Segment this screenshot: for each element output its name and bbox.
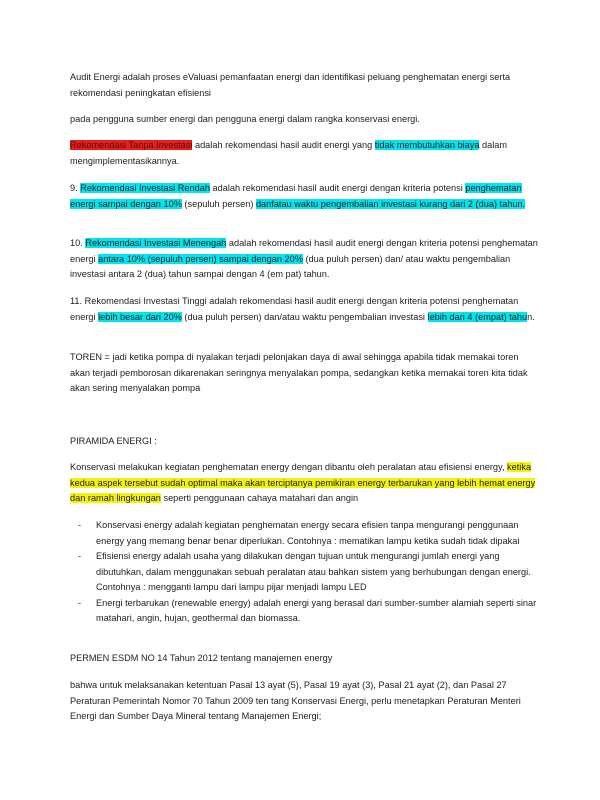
text: dalam mengimplementasikannya.	[70, 140, 508, 166]
highlight-yellow: ketika kedua aspek tersebut sudah optimal maka akan terciptanya pemikiran energy terbarukan yang lebih hemat energy dan ramah lingkungan	[70, 462, 536, 503]
highlight-cyan: antara 10% (sepuluh persen) sampai dengan 20%	[98, 253, 303, 264]
text: adalah rekomendasi hasil audit energi yang	[192, 140, 375, 150]
text: adalah rekomendasi hasil audit energi dengan kriteria potensi	[209, 183, 466, 193]
text: (dua puluh persen) dan/ atau waktu pengembalian investasi antara 2 (dua) tahun sampai dengan 4 (em pat) tahun.	[70, 253, 511, 279]
list-item-text: Konservasi energy adalah kegiatan penghematan energy secara efisien tanpa mengurangi penggunaan energy yang memang benar benar diperlukan. Contohnya : mematikan lampu ketika sudah tidak dipakai	[96, 520, 520, 546]
highlight-cyan: danfatau waktu pengembalian investasi kurang dari 2 (dua) tahun.	[255, 198, 526, 209]
list-item	[70, 549, 540, 596]
paragraph-audit-definition	[70, 70, 540, 101]
text: seperti penggunaan cahaya matahari dan angin	[160, 493, 359, 503]
highlight-cyan: Rekomendasi Investasi Menengah	[85, 238, 227, 248]
dash-marker: -	[78, 520, 82, 530]
highlight-cyan: Rekomendasi Investasi Rendah	[80, 183, 210, 193]
text: bahwa untuk melaksanakan ketentuan Pasal 13 ayat (5), Pasal 19 ayat (3), Pasal 21 ayat (2), dan Pasal 27 Peraturan Pemerintah Nomor 70 Tahun 2009 ten tang Konservasi Energi, perlu menetapkan Peraturan Menteri Energi dan Sumber Daya Mineral tentang Manajemen Energi;	[70, 680, 521, 721]
text: pada pengguna sumber energi dan pengguna energi dalam rangka konservasi energi.	[70, 114, 420, 124]
paragraph-medium-investment	[70, 236, 540, 283]
paragraph-konservasi	[70, 460, 540, 507]
list-item-text: Efisiensi energy adalah usaha yang dilakukan dengan tujuan untuk mengurangi jumlah energi yang dibutuhkan, dalam menggunakan sebuah peralatan atau bahkan sistem yang berhubungan dengan energi. Contohnya : mengganti lampu dari lampu pijar menjadi lampu LED	[96, 551, 531, 592]
text: (dua puluh persen) dan/atau waktu pengembalian investasi	[181, 311, 428, 322]
bullet-list	[70, 518, 540, 627]
list-item-text: Energi terbarukan (renewable energy) adalah energi yang berasal dari sumber-sumber alamiah seperti sinar matahari, angin, hujan, geothermal dan biomassa.	[96, 597, 537, 623]
text: TOREN = jadi ketika pompa di nyalakan terjadi pelonjakan daya di awal sehingga apabila tidak memakai toren akan terjadi pemborosan dikarenakan seringnya menyalakan pompa, sedangkan ketika memakai toren kita tidak akan sering menyalakan pompa	[70, 352, 528, 393]
paragraph-bahwa	[70, 678, 540, 725]
highlight-cyan: tidak membutuhkan biaya	[374, 140, 480, 150]
text: Audit Energi adalah proses eValuasi pemanfaatan energi dan identifikasi peluang penghematan energi serta rekomendasi peningkatan efisiensi	[70, 72, 511, 98]
heading-piramida-energi	[70, 434, 540, 450]
paragraph-low-investment	[70, 181, 540, 212]
dash-marker: -	[78, 597, 82, 608]
text: 10.	[70, 238, 86, 248]
text: n.	[527, 311, 535, 322]
highlight-cyan: lebih dari 4 (empat) tahu	[427, 311, 528, 322]
text: PIRAMIDA ENERGI :	[70, 436, 157, 446]
text: 11. Rekomendasi Investasi Tinggi adalah rekomendasi hasil audit energi dengan kriteria potensi penghematan energi	[70, 296, 519, 322]
paragraph-no-investment	[70, 138, 540, 169]
paragraph-energy-users	[70, 112, 540, 128]
list-item	[70, 596, 540, 627]
highlight-cyan: lebih besar dari 20%	[98, 311, 182, 322]
highlight-cyan: penghematan energi sampai dengan 10%	[70, 183, 522, 209]
dash-marker: -	[78, 551, 82, 561]
paragraph-toren	[70, 350, 540, 397]
text: PERMEN ESDM NO 14 Tahun 2012 tentang manajemen energy	[70, 653, 333, 663]
text: adalah rekomendasi hasil audit energi dengan kriteria potensi penghematan energi	[70, 238, 538, 264]
heading-permen-esdm	[70, 651, 540, 667]
list-item	[70, 518, 540, 549]
text: 9.	[70, 183, 81, 193]
paragraph-high-investment	[70, 294, 540, 325]
highlight-red: Rekomendasi Tanpa Investasi	[70, 140, 193, 150]
text: (sepuluh persen)	[181, 198, 256, 209]
text: Konservasi melakukan kegiatan penghematan energy dengan dibantu oleh peralatan atau efisiensi energy,	[70, 462, 508, 472]
